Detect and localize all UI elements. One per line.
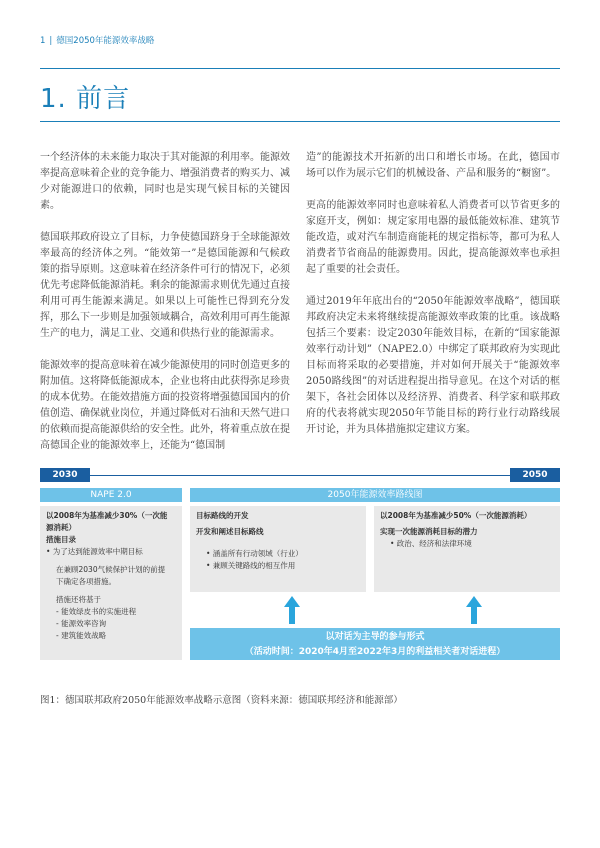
figure-caption: 图1：德国联邦政府2050年能源效率战略示意图（资料来源：德国联邦经济和能源部） <box>40 695 403 706</box>
note-text: 在兼顾2030气候保护计划的前提 <box>56 565 166 574</box>
bullet-item: • 兼顾关键路线的相互作用 <box>206 561 296 570</box>
paragraph: 德国联邦政府设立了目标，力争使德国跻身于全球能源效率最高的经济体之列。“能效第一”是德国能源和气候政策的指导原则。这意味着在经济条件可行的情况下，必须优先考虑降低能源消耗。剩余的能源需求则优先通过直接利用可再生能源来满足。如果以上可能性已得到充分发挥，那么下一步则是加强领域耦合，高效利用可再生能源生产的电力，满足工业、交通和供热行业的能源需求。 <box>40 232 290 339</box>
box-subtitle: 实现一次能源消耗目标的潜力 <box>380 527 478 536</box>
nape-label: NAPE 2.0 <box>40 488 182 502</box>
nape-details-box <box>40 506 182 660</box>
box-title: 目标路线的开发 <box>196 511 249 520</box>
paragraph: 造”的能源技术开拓新的出口和增长市场。在此，德国市场可以作为展示它们的机械设备、产品和服务的“橱窗”。 <box>306 152 560 179</box>
also-title: 措施还将基于 <box>56 595 101 604</box>
year-end-badge: 2050 <box>510 468 560 482</box>
right-column <box>306 150 560 454</box>
roadmap-label: 2050年能源效率路线图 <box>190 488 560 502</box>
bullet-item: • 涵盖所有行动领域（行业） <box>206 549 303 558</box>
potential-box <box>374 506 560 592</box>
sub-item: - 能源效率咨询 <box>56 619 107 628</box>
target-text: 源消耗） <box>46 523 76 532</box>
target-text: 以2008年为基准减少50%（一次能源消耗） <box>380 511 532 520</box>
sub-item: - 能效绿皮书的实施进程 <box>56 607 137 616</box>
dialogue-banner <box>190 628 560 660</box>
up-arrow-icon <box>284 596 300 626</box>
up-arrow-icon <box>466 596 482 626</box>
measures-title: 措施目录 <box>46 535 76 544</box>
bullet-item: • 为了达到能源效率中期目标 <box>46 547 143 556</box>
header-separator: | <box>49 36 53 46</box>
page-number: 1 <box>40 36 46 46</box>
title-top-rule <box>40 68 560 69</box>
box-subtitle: 开发和阐述目标路线 <box>196 527 264 536</box>
target-path-box <box>190 506 366 592</box>
bullet-item: • 政治、经济和法律环境 <box>390 539 472 548</box>
note-text: 下确定各项措施。 <box>56 577 116 586</box>
document-title: 德国2050年能源效率战略 <box>56 36 155 46</box>
title-bottom-rule <box>40 121 560 122</box>
left-column <box>40 150 290 470</box>
dialogue-period: （活动时间：2020年4月至2022年3月的利益相关者对话进程） <box>244 647 506 657</box>
dialogue-title: 以对话为主导的参与形式 <box>325 632 425 642</box>
paragraph: 一个经济体的未来能力取决于其对能源的利用率。能源效率提高意味着企业的竞争能力、增强消费者的购买力、减少对能源进口的依赖，同时也是实现气候目标的关键因素。 <box>40 152 290 211</box>
target-text: 以2008年为基准减少30%（一次能 <box>46 511 168 520</box>
year-start-badge: 2030 <box>40 468 90 482</box>
paragraph: 通过2019年年底出台的“2050年能源效率战略”，德国联邦政府决定未来将继续提高能源效率政策的比重。该战略包括三个要素：设定2030年能效目标，在新的“国家能源效率行动计划”（NAPE2.0）中绑定了联邦政府为实现此目标而将采取的必要措施，并对如何开展关于“能源效率2050路线图”的对话进程提出指导意见。在这个对话的框架下，各社会团体以及经济界、消费者、科学家和联邦政府的代表将就实现2050年节能目标的跨行业行动路线展开讨论，并为具体措施拟定建议方案。 <box>306 296 560 435</box>
sub-item: - 建筑能效战略 <box>56 631 107 640</box>
paragraph: 更高的能源效率同时也意味着私人消费者可以节省更多的家庭开支，例如：规定家用电器的最低能效标准、建筑节能改造，或对汽车制造商能耗的规定指标等，都可为私人消费者节省商品的能源费用。因此，提高能源效率也承担起了重要的社会责任。 <box>306 200 560 275</box>
strategy-diagram <box>40 468 560 668</box>
paragraph: 能源效率的提高意味着在减少能源使用的同时创造更多的附加值。这将降低能源成本，企业也将由此获得弥足珍贵的成本优势。在能效措施方面的投资将增强德国国内的价值创造、确保就业岗位，并通过降低对石油和天然气进口的依赖而提高能源供给的安全性。此外，将着重点放在提高德国企业的能源效率上，还能为“德国制 <box>40 360 290 451</box>
section-title: 1. 前言 <box>40 84 131 114</box>
timeline-line <box>90 475 510 476</box>
running-header <box>40 34 154 46</box>
